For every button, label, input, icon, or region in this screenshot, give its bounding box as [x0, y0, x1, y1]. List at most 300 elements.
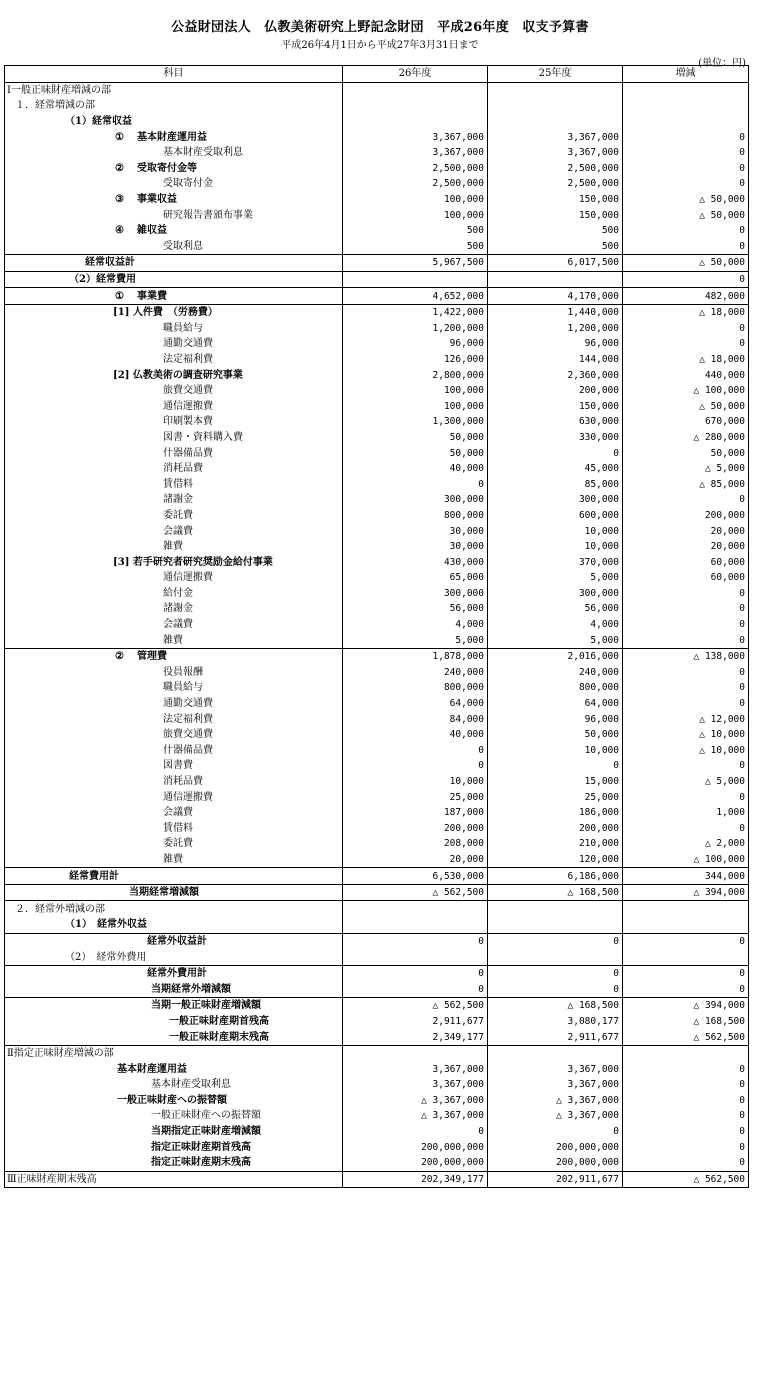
account-cell [5, 554, 343, 570]
table-row [5, 430, 749, 446]
change-value: 20,000 [623, 539, 749, 555]
change-value: △ 168,500 [623, 1014, 749, 1030]
fy26-value: 4,652,000 [343, 288, 488, 305]
change-value: 440,000 [623, 367, 749, 383]
change-value: △ 562,500 [623, 1029, 749, 1045]
table-row [5, 805, 749, 821]
table-row [5, 1108, 749, 1124]
fy26-value: 430,000 [343, 554, 488, 570]
account-cell [5, 539, 343, 555]
fy25-value: 1,200,000 [488, 321, 623, 337]
table-row [5, 223, 749, 239]
account-label: 会議費 [163, 807, 193, 819]
account-cell [5, 367, 343, 383]
change-value [623, 82, 749, 98]
change-value: △ 10,000 [623, 727, 749, 743]
table-row [5, 508, 749, 524]
account-label: 法定福利費 [163, 713, 213, 725]
fy26-value: △ 3,367,000 [343, 1093, 488, 1109]
change-value: △ 10,000 [623, 743, 749, 759]
account-label: 経常外費用計 [147, 968, 207, 980]
fy26-value [343, 949, 488, 965]
fy26-value: 100,000 [343, 383, 488, 399]
table-row [5, 1045, 749, 1061]
account-cell [5, 789, 343, 805]
account-label: 諸謝金 [163, 494, 193, 506]
fy25-value: 15,000 [488, 774, 623, 790]
account-cell [5, 1139, 343, 1155]
account-label: 賃借料 [163, 478, 193, 490]
account-label: 管理費 [137, 651, 167, 663]
account-cell [5, 665, 343, 681]
account-label: 指定正味財産期末残高 [151, 1157, 251, 1169]
fy26-value: 10,000 [343, 774, 488, 790]
account-cell [5, 492, 343, 508]
change-value: 0 [623, 586, 749, 602]
table-row [5, 917, 749, 933]
fy26-value: 0 [343, 933, 488, 949]
fy26-value: 6,530,000 [343, 868, 488, 885]
account-label: 基本財産受取利息 [163, 147, 243, 159]
fy25-value: 96,000 [488, 336, 623, 352]
account-label: 事業収益 [137, 194, 177, 206]
change-value: △ 100,000 [623, 383, 749, 399]
account-label: 図書・資料購入費 [163, 431, 243, 443]
account-label: 当期経常増減額 [129, 887, 199, 899]
fy25-value: 1,440,000 [488, 304, 623, 320]
change-value: 200,000 [623, 508, 749, 524]
fy25-value: 3,367,000 [488, 1061, 623, 1077]
table-row [5, 1124, 749, 1140]
account-label: 基本財産受取利息 [151, 1079, 231, 1091]
header-fy26: 26年度 [343, 66, 488, 83]
fy26-value: 500 [343, 239, 488, 255]
account-cell [5, 1045, 343, 1061]
account-label: 給付金 [163, 587, 193, 599]
account-label: 委託費 [163, 509, 193, 521]
account-label: 通信運搬費 [163, 400, 213, 412]
account-label: 受取利息 [163, 240, 203, 252]
fy25-value: 4,000 [488, 617, 623, 633]
fy25-value: 150,000 [488, 207, 623, 223]
account-label: （1）経常収益 [65, 116, 132, 128]
account-cell [5, 207, 343, 223]
fy26-value: 25,000 [343, 789, 488, 805]
fy25-value: 3,367,000 [488, 1077, 623, 1093]
account-label: 一般正味財産への振替額 [117, 1094, 227, 1106]
fy26-value: 1,878,000 [343, 648, 488, 664]
fy26-value: 100,000 [343, 207, 488, 223]
fy25-value: △ 3,367,000 [488, 1108, 623, 1124]
account-label: 旅費交通費 [163, 385, 213, 397]
table-row [5, 665, 749, 681]
fy26-value: 40,000 [343, 727, 488, 743]
account-cell [5, 868, 343, 885]
table-row [5, 789, 749, 805]
account-cell [5, 461, 343, 477]
fy25-value: 186,000 [488, 805, 623, 821]
change-value: 0 [623, 758, 749, 774]
account-cell [5, 570, 343, 586]
account-cell [5, 696, 343, 712]
fy25-value: 2,360,000 [488, 367, 623, 383]
change-value [623, 917, 749, 933]
fy25-value: 200,000 [488, 383, 623, 399]
change-value: 0 [623, 1077, 749, 1093]
account-cell [5, 1077, 343, 1093]
account-cell [5, 255, 343, 272]
change-value: 0 [623, 981, 749, 997]
change-value: 0 [623, 617, 749, 633]
account-label: 会議費 [163, 525, 193, 537]
account-label: Ⅰ一般正味財産増減の部 [7, 84, 111, 96]
fy25-value [488, 917, 623, 933]
account-label: [2] 仏教美術の調査研究事業 [113, 369, 243, 381]
fy25-value: 500 [488, 239, 623, 255]
change-value: △ 12,000 [623, 711, 749, 727]
account-label: 図書費 [163, 760, 193, 772]
fy25-value [488, 114, 623, 130]
table-row [5, 492, 749, 508]
account-label: 雑費 [163, 541, 183, 553]
account-cell [5, 98, 343, 114]
account-label: 受取寄付金 [163, 178, 213, 190]
header-account: 科目 [5, 66, 343, 83]
account-label: 一般正味財産期末残高 [169, 1031, 269, 1043]
fy26-value [343, 901, 488, 917]
item-number: ② [115, 651, 124, 663]
table-row [5, 1014, 749, 1030]
fy25-value: 2,500,000 [488, 176, 623, 192]
account-cell [5, 933, 343, 949]
table-row [5, 1093, 749, 1109]
fy26-value: 3,367,000 [343, 145, 488, 161]
account-cell [5, 192, 343, 208]
table-row [5, 1061, 749, 1077]
fy25-value: 150,000 [488, 398, 623, 414]
table-row [5, 696, 749, 712]
fy26-value: 3,367,000 [343, 129, 488, 145]
account-label: 什器備品費 [163, 447, 213, 459]
account-cell [5, 176, 343, 192]
fy26-value: 2,911,677 [343, 1014, 488, 1030]
table-row [5, 601, 749, 617]
account-cell [5, 476, 343, 492]
fy25-value: 370,000 [488, 554, 623, 570]
fy25-value: 56,000 [488, 601, 623, 617]
fy26-value: 3,367,000 [343, 1077, 488, 1093]
change-value: 344,000 [623, 868, 749, 885]
fy25-value: 10,000 [488, 539, 623, 555]
change-value: 0 [623, 1061, 749, 1077]
table-row [5, 981, 749, 997]
change-value: 0 [623, 145, 749, 161]
fy26-value: 5,967,500 [343, 255, 488, 272]
account-cell [5, 901, 343, 917]
change-value: 0 [623, 1139, 749, 1155]
account-cell [5, 821, 343, 837]
table-row [5, 901, 749, 917]
fy25-value: 10,000 [488, 743, 623, 759]
table-row [5, 239, 749, 255]
table-row [5, 570, 749, 586]
table-row [5, 727, 749, 743]
table-row [5, 145, 749, 161]
fy25-value: 150,000 [488, 192, 623, 208]
account-label: 雑収益 [137, 225, 167, 237]
fy25-value: 50,000 [488, 727, 623, 743]
table-row [5, 1077, 749, 1093]
change-value: △ 50,000 [623, 398, 749, 414]
change-value: 0 [623, 1124, 749, 1140]
fy25-value: 10,000 [488, 523, 623, 539]
unit-label: (単位：円) [698, 58, 746, 69]
account-label: 当期経常外増減額 [151, 983, 231, 995]
account-label: 諸謝金 [163, 603, 193, 615]
change-value: 0 [623, 271, 749, 288]
account-label: 一般正味財産への振替額 [151, 1110, 261, 1122]
account-cell [5, 239, 343, 255]
table-row [5, 617, 749, 633]
fy25-value: 200,000 [488, 821, 623, 837]
fy25-value: 6,186,000 [488, 868, 623, 885]
account-label: 基本財産運用益 [137, 131, 207, 143]
fy26-value: 84,000 [343, 711, 488, 727]
account-cell [5, 321, 343, 337]
change-value: △ 394,000 [623, 884, 749, 901]
change-value: 0 [623, 933, 749, 949]
account-cell [5, 852, 343, 868]
fy26-value: 126,000 [343, 352, 488, 368]
account-label: 経常費用計 [69, 870, 119, 882]
account-cell [5, 836, 343, 852]
fy25-value: 800,000 [488, 680, 623, 696]
table-row [5, 680, 749, 696]
account-cell [5, 586, 343, 602]
fy26-value [343, 82, 488, 98]
account-cell [5, 758, 343, 774]
fy26-value: 1,422,000 [343, 304, 488, 320]
account-cell [5, 304, 343, 320]
account-cell [5, 508, 343, 524]
header-change: 増減 [623, 66, 749, 83]
change-value: 0 [623, 161, 749, 177]
account-cell [5, 711, 343, 727]
account-cell [5, 271, 343, 288]
fy26-value: 50,000 [343, 445, 488, 461]
table-row [5, 129, 749, 145]
change-value: 0 [623, 129, 749, 145]
fy26-value: 30,000 [343, 539, 488, 555]
change-value: △ 85,000 [623, 476, 749, 492]
change-value: △ 394,000 [623, 998, 749, 1014]
fy26-value: 40,000 [343, 461, 488, 477]
fy26-value: 1,300,000 [343, 414, 488, 430]
table-row [5, 743, 749, 759]
fy25-value: 500 [488, 223, 623, 239]
change-value: 50,000 [623, 445, 749, 461]
fy25-value [488, 98, 623, 114]
account-cell [5, 680, 343, 696]
change-value: 0 [623, 336, 749, 352]
fy25-value: 4,170,000 [488, 288, 623, 305]
fy25-value: 202,911,677 [488, 1171, 623, 1188]
fy25-value: 2,016,000 [488, 648, 623, 664]
account-label: 通勤交通費 [163, 698, 213, 710]
fy26-value: 500 [343, 223, 488, 239]
fy26-value [343, 1045, 488, 1061]
account-cell [5, 430, 343, 446]
fy25-value: 45,000 [488, 461, 623, 477]
table-row [5, 648, 749, 664]
fy25-value: 0 [488, 965, 623, 981]
fy26-value: 65,000 [343, 570, 488, 586]
account-cell [5, 1093, 343, 1109]
document-title: 公益財団法人 仏教美術研究上野記念財団 平成26年度 収支予算書 [171, 20, 589, 35]
fy25-value: 0 [488, 445, 623, 461]
account-cell [5, 648, 343, 664]
item-number: ④ [115, 225, 124, 237]
fy25-value: 6,017,500 [488, 255, 623, 272]
account-cell [5, 727, 343, 743]
fy26-value: 240,000 [343, 665, 488, 681]
fy26-value [343, 917, 488, 933]
table-row [5, 255, 749, 272]
table-row [5, 711, 749, 727]
change-value: 0 [623, 665, 749, 681]
item-number: ① [115, 131, 124, 143]
account-label: Ⅲ正味財産期末残高 [7, 1173, 97, 1185]
table-row [5, 884, 749, 901]
fy25-value: 0 [488, 981, 623, 997]
account-label: [3] 若手研究者研究奨励金給付事業 [113, 556, 273, 568]
account-cell [5, 617, 343, 633]
change-value: △ 5,000 [623, 774, 749, 790]
account-label: [1] 人件費 （労務費） [113, 307, 218, 319]
fy26-value: 64,000 [343, 696, 488, 712]
account-label: 経常収益計 [85, 257, 135, 269]
table-row [5, 98, 749, 114]
table-row [5, 1155, 749, 1171]
fy25-value: 2,911,677 [488, 1029, 623, 1045]
change-value: 60,000 [623, 554, 749, 570]
table-row [5, 1029, 749, 1045]
fy25-value: 330,000 [488, 430, 623, 446]
item-number: ① [115, 290, 124, 302]
fy25-value: 3,080,177 [488, 1014, 623, 1030]
fy25-value: 3,367,000 [488, 129, 623, 145]
account-label: 役員報酬 [163, 666, 203, 678]
table-row [5, 523, 749, 539]
account-label: 受取寄付金等 [137, 162, 197, 174]
change-value: 0 [623, 492, 749, 508]
account-cell [5, 998, 343, 1014]
table-row [5, 114, 749, 130]
account-cell [5, 1124, 343, 1140]
fy26-value: 800,000 [343, 680, 488, 696]
fy25-value: 210,000 [488, 836, 623, 852]
account-cell [5, 1029, 343, 1045]
account-cell [5, 383, 343, 399]
change-value: △ 562,500 [623, 1171, 749, 1188]
fy26-value: 300,000 [343, 586, 488, 602]
fy25-value: 0 [488, 1124, 623, 1140]
change-value: △ 50,000 [623, 207, 749, 223]
fy26-value: 3,367,000 [343, 1061, 488, 1077]
change-value [623, 949, 749, 965]
change-value: 0 [623, 821, 749, 837]
fy26-value: △ 562,500 [343, 998, 488, 1014]
table-row [5, 476, 749, 492]
fy26-value [343, 271, 488, 288]
fy26-value: 100,000 [343, 398, 488, 414]
item-number: ③ [115, 194, 124, 206]
account-label: 経常外収益計 [147, 935, 207, 947]
change-value: 1,000 [623, 805, 749, 821]
fy26-value: 20,000 [343, 852, 488, 868]
table-row [5, 161, 749, 177]
account-cell [5, 114, 343, 130]
account-label: 基本財産運用益 [117, 1063, 187, 1075]
change-value: 0 [623, 321, 749, 337]
fy25-value: 240,000 [488, 665, 623, 681]
fy26-value: 208,000 [343, 836, 488, 852]
account-cell [5, 288, 343, 305]
fy26-value: 0 [343, 476, 488, 492]
account-cell [5, 523, 343, 539]
table-row [5, 461, 749, 477]
fy25-value: 120,000 [488, 852, 623, 868]
account-label: 賃借料 [163, 822, 193, 834]
table-row [5, 998, 749, 1014]
fy26-value: 300,000 [343, 492, 488, 508]
account-label: 当期指定正味財産増減額 [151, 1126, 261, 1138]
table-row [5, 852, 749, 868]
change-value: △ 5,000 [623, 461, 749, 477]
table-row [5, 321, 749, 337]
change-value [623, 901, 749, 917]
table-row [5, 82, 749, 98]
change-value: 0 [623, 1155, 749, 1171]
change-value [623, 114, 749, 130]
fy26-value: 200,000 [343, 821, 488, 837]
change-value [623, 98, 749, 114]
fy26-value: 4,000 [343, 617, 488, 633]
account-label: 消耗品費 [163, 776, 203, 788]
table-row [5, 965, 749, 981]
table-row [5, 632, 749, 648]
fy26-value: △ 3,367,000 [343, 1108, 488, 1124]
change-value: 0 [623, 223, 749, 239]
table-row [5, 367, 749, 383]
account-label: １．経常増減の部 [15, 100, 95, 112]
account-label: 雑費 [163, 634, 183, 646]
change-value: 60,000 [623, 570, 749, 586]
fy26-value: 2,349,177 [343, 1029, 488, 1045]
change-value: 0 [623, 176, 749, 192]
fy25-value: 3,367,000 [488, 145, 623, 161]
account-label: 雑費 [163, 853, 183, 865]
account-label: 通勤交通費 [163, 338, 213, 350]
account-label: 当期一般正味財産増減額 [151, 1000, 261, 1012]
change-value: 0 [623, 696, 749, 712]
account-cell [5, 129, 343, 145]
table-row [5, 868, 749, 885]
fy25-value [488, 901, 623, 917]
account-label: 職員給与 [163, 322, 203, 334]
fy26-value: 200,000,000 [343, 1139, 488, 1155]
account-cell [5, 949, 343, 965]
